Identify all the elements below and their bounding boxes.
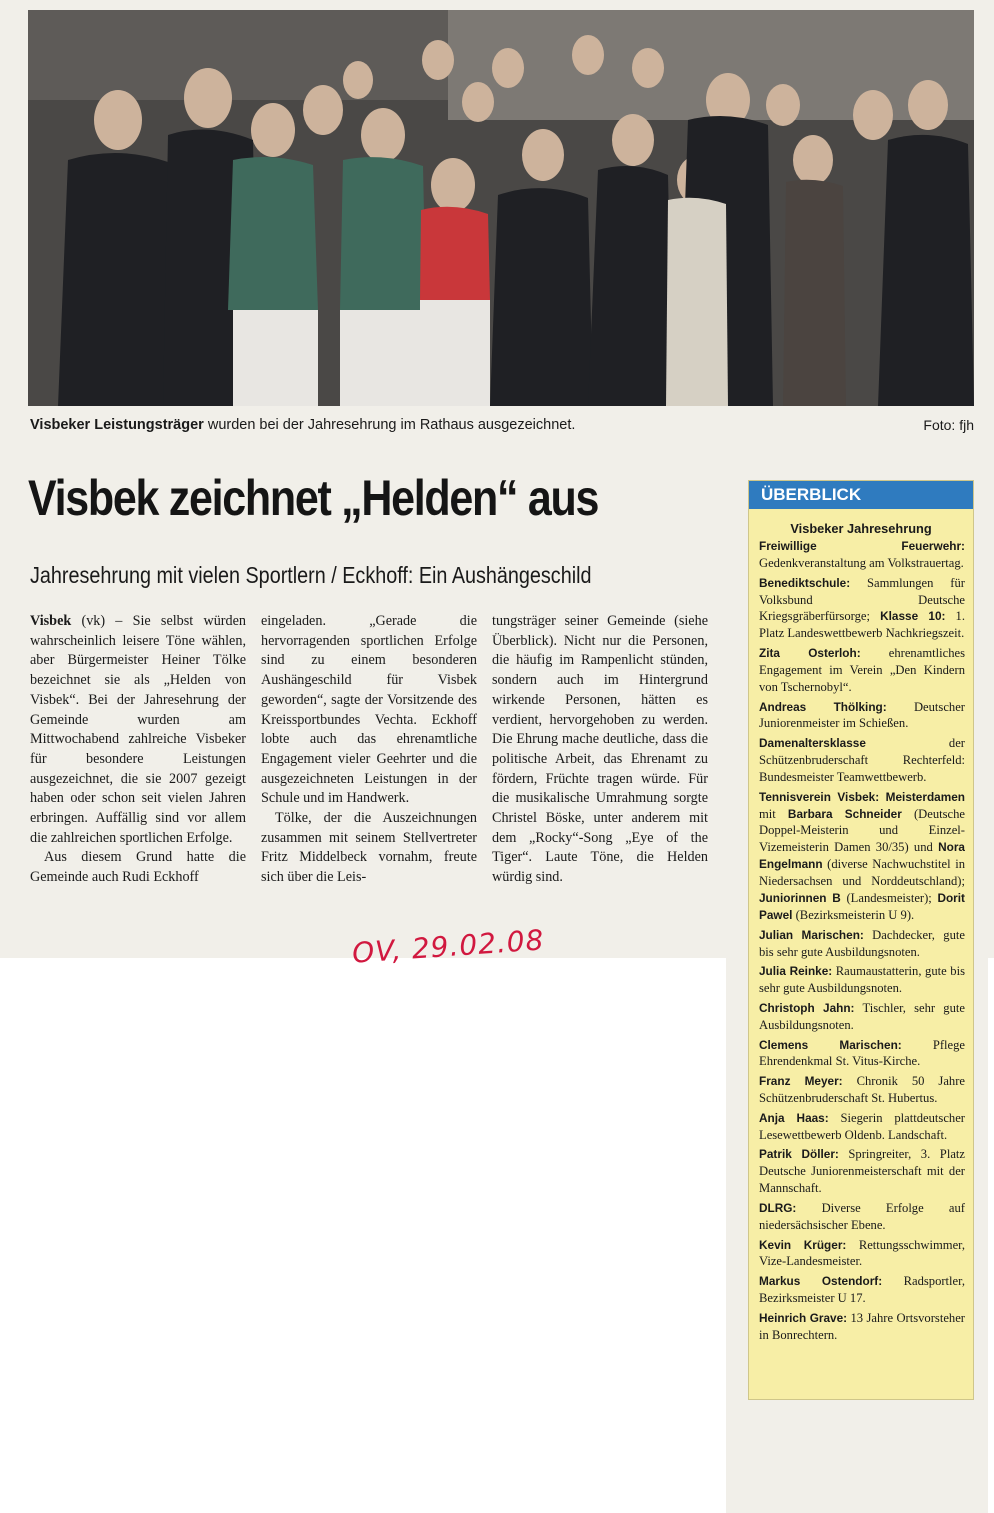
overview-title: Visbeker Jahresehrung [790, 521, 932, 536]
overview-entry-text: Diverse Erfolge auf niedersächsischer Ebene. [759, 1200, 965, 1232]
overview-entry [759, 645, 965, 696]
overview-entry-text: Siegerin plattdeutscher Lesewettbewerb Oldenb. Landschaft. [759, 1110, 965, 1142]
overview-entry-text: mit [759, 806, 788, 821]
overview-entry-name: Franz Meyer: [759, 1074, 843, 1089]
dateline: Visbek [30, 613, 72, 629]
overview-list [749, 538, 973, 1344]
overview-entry-name: Klasse 10: [880, 609, 946, 624]
overview-entry-text: Gedenkveranstaltung am Volkstrauertag. [759, 555, 964, 570]
caption-bold: Visbeker Leistungsträger [30, 417, 204, 433]
overview-entry [759, 1037, 965, 1071]
overview-entry [759, 538, 965, 572]
handwritten-date-stamp: OV, 29.02.08 [351, 923, 546, 970]
overview-entry-name: Freiwillige Feuerwehr: [759, 539, 965, 553]
overview-entry [759, 1073, 965, 1107]
overview-entry-text: (diverse Nachwuchstitel in Niedersachsen und Norddeutschland); [759, 857, 965, 889]
overview-entry [759, 963, 965, 997]
overview-entry-name: Julia Reinke: [759, 964, 833, 979]
overview-entry [759, 735, 965, 786]
subheadline: Jahresehrung mit vielen Sportlern / Eckhoff: Ein Aushängeschild [30, 562, 592, 588]
overview-entry-name: Christoph Jahn: [759, 1000, 855, 1015]
overview-entry [759, 927, 965, 961]
overview-entry-name: Patrik Döller: [759, 1147, 839, 1162]
overview-entry-name: Kevin Krüger: [759, 1237, 847, 1252]
overview-entry-text: (Landesmeister); [840, 891, 938, 906]
overview-entry-text: Rettungsschwimmer, Vize-Landesmeister. [759, 1237, 965, 1269]
overview-entry-name: Dorit Pawel [759, 891, 965, 923]
overview-entry [759, 1310, 965, 1344]
col2-paragraph-1: eingeladen. „Gerade die hervorragenden sportlichen Erfolge sind zu einem besonderen Aushängeschild für Visbek geworden“, sagte der Vorsitzende des Kreissportbundes Vechta. Eckhoff lobte auch das ehrenamtliche Engagement vieler Geehrter und die ausgezeichneten Leistungen in der Schule und im Handwerk. [261, 613, 477, 807]
overview-entry [759, 1110, 965, 1144]
overview-entry-name: Anja Haas: [759, 1110, 829, 1125]
photo-credit: Foto: fjh [923, 417, 974, 433]
overview-entry-text: Pflege Ehrendenkmal St. Vitus-Kirche. [759, 1037, 965, 1069]
overview-entry-name: Andreas Thölking: [759, 699, 887, 714]
col1-paragraph-2: Aus diesem Grund hatte die Gemeinde auch Rudi Eckhoff [30, 849, 246, 886]
photo-caption [30, 412, 974, 438]
overview-entry-text: (Deutsche Doppel-Meisterin und Einzel-Vizemeisterin Damen 30/35) und [759, 806, 965, 855]
article-column-2 [261, 612, 477, 888]
group-photo [28, 10, 974, 406]
overview-box [748, 480, 974, 1400]
overview-entry [759, 1000, 965, 1034]
overview-entry-name: Zita Osterloh: [759, 646, 861, 661]
col3-paragraph-1: tungsträger seiner Gemeinde (siehe Überblick). Nicht nur die Personen, die häufig im Rampenlicht stünden, sondern auch im Hintergrund wirkende Personen, hätten es verdient, hervorgehoben zu werden. Die Ehrung mache deutliche, dass die politische Arbeit, das Ehrenamt zu fördern, Früchte tragen würde. Für die musikalische Umrahmung sorgte Christel Böske, unter anderem mit dem „Rocky“-Song „Eye of the Tiger“. Laute Töne, die Helden würdig sind. [492, 613, 708, 886]
overview-entry-text: 13 Jahre Ortsvorsteher in Bonrechtern. [759, 1310, 965, 1342]
overview-entry-name: Tennisverein Visbek: Meisterdamen [759, 789, 965, 804]
overview-entry-text: Chronik 50 Jahre Schützenbruderschaft St. Hubertus. [759, 1074, 965, 1106]
overview-entry-name: Barbara Schneider [787, 806, 902, 821]
overview-entry-name: Markus Ostendorf: [759, 1274, 883, 1289]
overview-entry [759, 699, 965, 733]
overview-entry [759, 1146, 965, 1197]
overview-entry-name: Julian Marischen: [759, 927, 864, 942]
overview-entry [759, 575, 965, 643]
overview-entry-text: Deutscher Juniorenmeister im Schießen. [759, 699, 966, 731]
overview-entry [759, 1273, 965, 1307]
article-column-3 [492, 612, 708, 888]
overview-entry-text: (Bezirksmeisterin U 9). [792, 908, 915, 923]
overview-entry-name: Nora Engelmann [759, 840, 965, 872]
overview-entry-name: Juniorinnen B [759, 891, 841, 906]
col2-paragraph-2: Tölke, der die Auszeichnungen zusammen mit seinem Stellvertreter Fritz Middelbeck vornahm, freute sich über die Leis- [261, 810, 477, 886]
overview-entry-text: 1. Platz Landeswettbewerb Nachkriegszeit. [759, 609, 965, 641]
overview-entry-text: Raumaustatterin, gute bis sehr gute Ausbildungsnoten. [759, 964, 965, 996]
overview-entry-text: Dachdecker, gute bis sehr gute Ausbildungsnoten. [759, 927, 965, 959]
article-column-1 [30, 612, 246, 888]
overview-entry-name: Heinrich Grave: [759, 1310, 848, 1325]
col1-paragraph-1: (vk) – Sie selbst würden wahrscheinlich leisere Töne wählen, aber Bürgermeister Heiner Tölke bezeichnet sie als „Helden von Visbek“. Bei der Jahresehrung der Gemeinde wurden am Mittwochabend zahlreiche Visbeker für besondere Leistungen ausgezeichnet, die sie 2007 gezeigt haben oder schon seit vielen Jahren erbringen. Auffällig sind vor allem die zahlreichen sportlichen Erfolge. [30, 613, 246, 846]
overview-entry-name: Clemens Marischen: [759, 1037, 902, 1052]
overview-entry [759, 789, 965, 924]
overview-entry-text: ehrenamtliches Engagement im Verein „Den Kindern von Tschernobyl“. [759, 646, 965, 694]
overview-entry-text: Sammlungen für Volksbund Deutsche Kriegsgräberfürsorge; [759, 575, 965, 624]
overview-entry-name: Damenaltersklasse [759, 736, 866, 751]
headline: Visbek zeichnet „Helden“ aus [28, 470, 599, 526]
overview-entry-text: Radsportler, Bezirksmeister U 17. [759, 1274, 965, 1306]
overview-entry-name: DLRG: [759, 1200, 797, 1215]
overview-entry-text: der Schützenbruderschaft Rechterfeld: Bundesmeister Teamwettbewerb. [759, 736, 965, 784]
caption-text: wurden bei der Jahresehrung im Rathaus ausgezeichnet. [203, 417, 576, 433]
overview-entry-text: Tischler, sehr gute Ausbildungsnoten. [759, 1000, 965, 1032]
overview-entry [759, 1237, 965, 1271]
overview-entry-name: Benediktschule: [759, 575, 851, 590]
overview-entry [759, 1200, 965, 1234]
article-body [30, 612, 730, 922]
overview-header: ÜBERBLICK [749, 481, 973, 509]
overview-entry-text: Springreiter, 3. Platz Deutsche Juniorenmeisterschaft mit der Mannschaft. [759, 1147, 965, 1196]
